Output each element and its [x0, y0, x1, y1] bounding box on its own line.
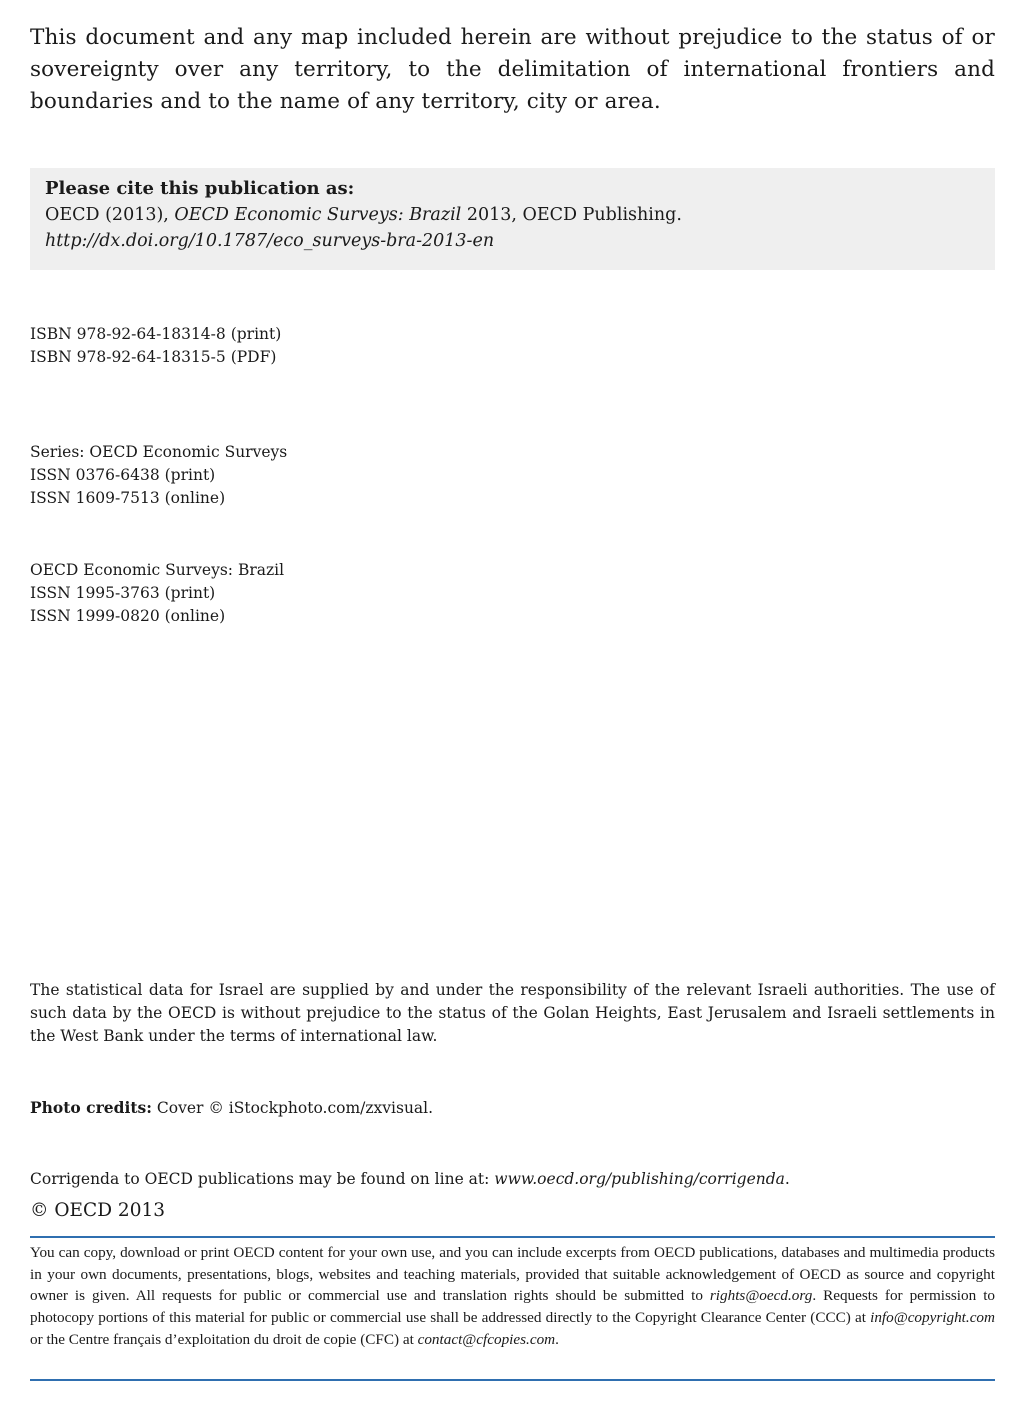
survey-issn-print: ISSN 1995-3763 (print) [30, 584, 216, 602]
cfc-email-link[interactable]: contact@cfcopies.com [417, 1330, 556, 1348]
photo-credits-label: Photo credits: [30, 1098, 152, 1117]
citation-suffix: 2013, OECD Publishing. [461, 205, 682, 225]
corrigenda-end: . [784, 1170, 790, 1188]
license-bottom-rule [30, 1379, 995, 1381]
citation-box [30, 168, 995, 270]
survey-name: OECD Economic Surveys: Brazil [30, 561, 285, 579]
corrigenda-note [30, 1168, 995, 1191]
series-name: Series: OECD Economic Surveys [30, 443, 288, 461]
citation-heading: Please cite this publication as: [45, 178, 355, 199]
license-paragraph: You can copy, download or print OECD content for your own use, and you can include excerpts from OECD publications, databases and multimedia products in your own documents, presentations, blogs, websites and teaching materials, provided that suitable acknowledgement of OECD as source and copyright owner is given. All requests for public or commercial use and translation rights should be submitted to rights@oecd.org. Requests for permission to photocopy portions of this material for public or commercial use shall be addressed directly to the Copyright Clearance Center (CCC) at info@copyright.com or the Centre français d’exploitation du droit de copie (CFC) at contact@cfcopies.com. [30, 1244, 996, 1348]
israel-data-note: The statistical data for Israel are supplied by and under the responsibility of the relevant Israeli authorities. The use of such data by the OECD is without prejudice to the status of the Golan Heights, East Jerusalem and Israeli settlements in the West Bank under the terms of international law. [30, 981, 995, 1045]
disclaimer-paragraph: This document and any map included herein are without prejudice to the status of or sovereignty over any territory, to the delimitation of international frontiers and boundaries and to the name of any territory, city or area. [30, 25, 995, 114]
ccc-email-link[interactable]: info@copyright.com [870, 1309, 995, 1327]
license-top-rule [30, 1236, 995, 1238]
series-issn-print: ISSN 0376-6438 (print) [30, 466, 216, 484]
photo-credits-text: Cover © iStockphoto.com/zxvisual. [151, 1099, 434, 1117]
citation-doi-link[interactable]: http://dx.doi.org/10.1787/eco_surveys-bra-2013-en [45, 231, 495, 251]
isbn-block [30, 323, 995, 369]
citation-prefix: OECD (2013), [45, 205, 175, 225]
survey-issn-online: ISSN 1999-0820 (online) [30, 607, 226, 625]
isbn-print: ISBN 978-92-64-18314-8 (print) [30, 325, 282, 343]
photo-credits [30, 1096, 995, 1120]
copyright-notice: © OECD 2013 [30, 1200, 166, 1221]
rights-email-link[interactable]: rights@oecd.org [709, 1287, 813, 1305]
series-issn-online: ISSN 1609-7513 (online) [30, 489, 226, 507]
survey-block [30, 559, 995, 628]
series-block [30, 441, 995, 510]
corrigenda-text: Corrigenda to OECD publications may be found on line at: [30, 1170, 495, 1188]
isbn-pdf: ISBN 978-92-64-18315-5 (PDF) [30, 348, 277, 366]
corrigenda-link[interactable]: www.oecd.org/publishing/corrigenda [494, 1170, 785, 1188]
citation-reference [45, 202, 980, 228]
citation-title: OECD Economic Surveys: Brazil [174, 205, 462, 225]
